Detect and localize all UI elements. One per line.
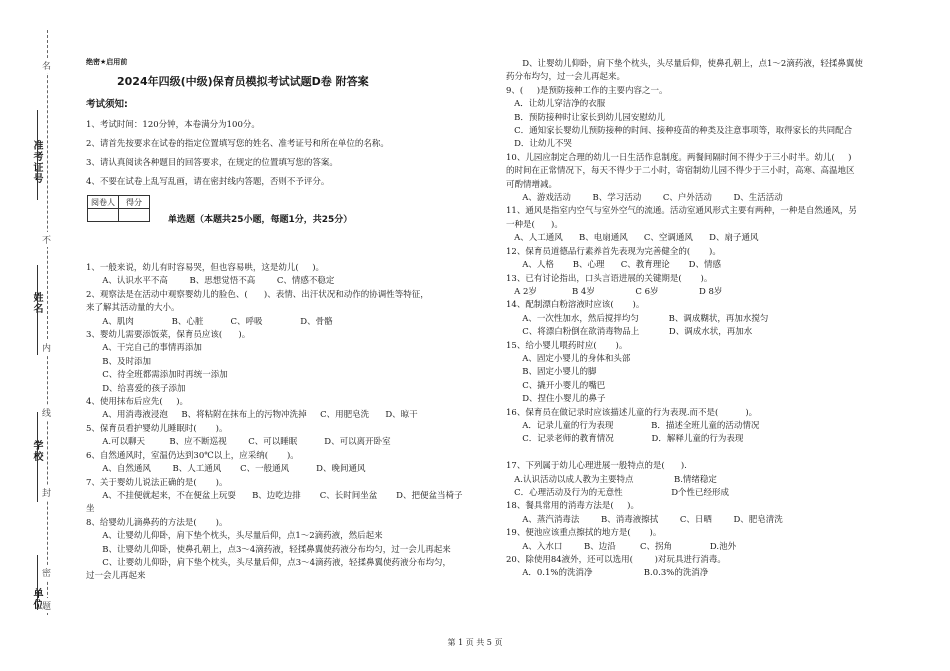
- margin-char: 名: [42, 58, 51, 73]
- question-line: A、自然通风 B、人工通风 C、一般通风 D、晚间通风: [86, 464, 366, 475]
- question-line: [506, 447, 926, 460]
- question-line: 7、关于婴幼儿说法正确的是( )。: [86, 477, 228, 488]
- question-line: B、固定小婴儿的脚: [506, 367, 597, 378]
- question-line: C、待全班都需添加时再统一添加: [86, 370, 228, 381]
- question-line: 4、使用抹布后应先( )。: [86, 397, 189, 408]
- right-question-column: [506, 58, 926, 581]
- question-line: A．让幼儿穿洁净的衣服: [506, 99, 606, 110]
- question-line: A、游戏活动 B、学习活动 C、户外活动 D、生活活动: [506, 193, 783, 204]
- question-line: C、让婴幼儿仰卧，肩下垫个枕头，头尽量后仰，点3～4滴药液，轻揉鼻翼使药液分布均匀，: [86, 557, 452, 568]
- question-line: A．0.1%的洗消净 B.0.3%的洗消净: [506, 568, 709, 579]
- instruction-line: 4、不要在试卷上乱写乱画，请在密封线内答题，否则不予评分。: [86, 177, 330, 187]
- question-line: 可酌情增减。: [506, 179, 558, 190]
- question-line: 3、婴幼儿需要添饭菜，保育员应该( )。: [86, 330, 251, 341]
- seal-line: [47, 30, 48, 615]
- question-line: 15、给小婴儿喂药时应( )。: [506, 340, 628, 351]
- question-line: 一种是( )。: [506, 219, 563, 230]
- question-line: A、一次性加水，然后搅拌均匀 B、调成糊状，再加水搅匀: [506, 313, 769, 324]
- question-line: A、干完自己的事情再添加: [86, 343, 202, 354]
- question-line: 19、便池应该重点擦拭的地方是( )。: [506, 528, 662, 539]
- exam-number-field[interactable]: [37, 110, 38, 200]
- question-line: 1、一般来说，幼儿有时容易哭，但也容易哄，这是幼儿( )。: [86, 263, 325, 273]
- left-question-column: [86, 262, 486, 584]
- score-cell[interactable]: [119, 209, 150, 222]
- question-line: 的时间在正常情况下，每天不得少于二小时，寄宿制幼儿园不得少于三小时，高寒、高温地区: [506, 166, 855, 177]
- question-line: 17、下列属于幼儿心理进展一般特点的是( ).: [506, 461, 687, 472]
- question-line: B．预防接种时让家长到幼儿园安慰幼儿: [506, 112, 665, 123]
- question-line: A、肌肉 B、心脏 C、呼吸 D、骨骼: [86, 316, 333, 327]
- question-line: 过一会儿再起来: [86, 571, 146, 582]
- question-line: 9、( )是预防接种工作的主要内容之一。: [506, 85, 668, 96]
- margin-char: 内: [42, 340, 51, 355]
- margin-char: 线: [42, 405, 51, 420]
- exam-number-label: 准考证号: [31, 140, 42, 184]
- score-table: [87, 195, 150, 222]
- question-line: A、人工通风 B、电扇通风 C、空调通风 D、扇子通风: [506, 233, 759, 244]
- question-line: A、认识水平不高 B、思想觉悟不高 C、情感不稳定: [86, 276, 335, 287]
- instruction-line: 2、请首先按要求在试卷的指定位置填写您的姓名、准考证号和所在单位的名称。: [86, 139, 389, 149]
- unit-label: 单位: [31, 588, 42, 610]
- margin-char: 题: [42, 598, 51, 613]
- question-line: 18、餐具常用的消毒方法是( )。: [506, 501, 639, 512]
- binding-margin: [0, 0, 70, 671]
- notice-heading: 考试须知:: [86, 99, 128, 110]
- question-line: 12、保育员道德品行素养首先表现为完善健全的( )。: [506, 246, 721, 257]
- question-line: 5、保育员看护婴幼儿睡眠时( )。: [86, 423, 228, 434]
- question-line: A.可以聊天 B、应不断巡视 C、可以睡眠 D、可以离开卧室: [86, 437, 391, 448]
- question-line: C、将漂白粉倒在欲消毒物品上 D、调成水状，再加水: [506, 327, 753, 338]
- name-field[interactable]: [37, 265, 38, 355]
- question-line: 10、儿园应制定合理的幼儿一日生活作息制度。两餐间隔时间不得少于三小时半。幼儿( ): [506, 152, 852, 163]
- question-line: 药分布均匀，过一会儿再起来。: [506, 72, 626, 83]
- question-line: A、不挂便就起来，不在便盆上玩耍 B、边吃边排 C、长时间坐盆 D、把便盆当椅子: [86, 490, 463, 501]
- margin-char: 密: [42, 565, 51, 580]
- grader-cell[interactable]: [88, 209, 119, 222]
- score-header: 得分: [119, 196, 150, 209]
- question-line: A、让婴幼儿仰卧，肩下垫个枕头，头尽量后仰，点1～2滴药液，然后起来: [86, 531, 383, 542]
- page-title: 2024年四级(中级)保育员模拟考试试题D卷 附答案: [117, 75, 369, 88]
- question-line: 坐: [86, 504, 95, 515]
- margin-char: 不: [42, 232, 51, 247]
- question-line: C．通知家长婴幼儿预防接种的时间、接种疫苗的种类及注意事项等，取得家长的共同配合: [506, 126, 853, 137]
- instruction-line: 3、请认真阅读各种题目的回答要求，在规定的位置填写您的答案。: [86, 158, 338, 168]
- secret-label: 绝密★启用前: [86, 58, 128, 66]
- question-line: 来了解其活动量的大小。: [86, 303, 180, 314]
- question-line: 14、配制漂白粉溶液时应该( )。: [506, 300, 645, 311]
- grader-header: 阅卷人: [88, 196, 119, 209]
- question-line: 8、给婴幼儿滴鼻药的方法是( )。: [86, 517, 228, 528]
- question-line: 11、通风是指室内空气与室外空气的流通。活动室通风形式主要有两种，一种是自然通风，另: [506, 206, 857, 217]
- name-label: 姓名: [31, 292, 42, 314]
- question-line: A、固定小婴儿的身体和头部: [506, 353, 631, 364]
- question-line: A、人格 B、心理 C、教育理论 D、情感: [506, 260, 721, 271]
- question-line: A．记录儿童的行为表现 B．描述全班儿童的活动情况: [506, 420, 760, 431]
- unit-field[interactable]: [37, 555, 38, 610]
- question-line: 13、已有讨论指出，口头言语进展的关键期是( )。: [506, 273, 713, 284]
- question-line: A、用消毒液浸泡 B、将粘附在抹布上的污物冲洗掉 C、用肥皂洗 D、晾干: [86, 410, 418, 421]
- question-line: D、捏住小婴儿的鼻子: [506, 394, 606, 405]
- question-line: A 2岁 B 4岁 C 6岁 D 8岁: [506, 286, 723, 297]
- question-line: D．让幼儿不哭: [506, 139, 572, 150]
- question-line: A.认识活动以成人教为主要特点 B.情绪稳定: [506, 474, 717, 485]
- question-line: 6、自然通风时，室温仍达到30℃以上，应采纳( )。: [86, 450, 299, 461]
- question-line: C．心理活动及行为的无意性 D个性已经形成: [506, 488, 730, 498]
- question-line: 16、保育员在做记录时应该描述儿童的行为表现.而不是( )。: [506, 407, 758, 418]
- page-number: 第 1 页 共 5 页: [447, 638, 503, 647]
- margin-char: 封: [42, 485, 51, 500]
- section-title: 单选题（本题共25小题，每题1分，共25分）: [168, 215, 353, 225]
- question-line: B、让婴幼儿仰卧，使鼻孔朝上，点3～4滴药液，轻揉鼻翼使药液分布均匀，过一会儿再起来: [86, 544, 451, 555]
- question-line: 20、除使用84液外，还可以选用( )对玩具进行消毒。: [506, 555, 726, 566]
- question-line: B、及时添加: [86, 356, 151, 367]
- school-field[interactable]: [37, 412, 38, 502]
- school-label: 学校: [31, 440, 42, 462]
- question-line: 2、观察法是在活动中观察婴幼儿的脸色、( )、表情、出汗状况和动作的协调性等特征，: [86, 289, 429, 300]
- question-line: A、蒸汽消毒法 B、消毒液擦拭 C、日晒 D、肥皂清洗: [506, 514, 783, 525]
- question-line: C．记录老师的教育情况 D．解释儿童的行为表现: [506, 434, 744, 445]
- question-line: D、给喜爱的孩子添加: [86, 383, 186, 394]
- question-line: A、入水口 B、边沿 C、拐角 D.池外: [506, 541, 737, 552]
- instruction-line: 1、考试时间：120分钟，本卷满分为100分。: [86, 120, 260, 130]
- question-line: C、撬开小婴儿的嘴巴: [506, 380, 606, 391]
- question-line: D、让婴幼儿仰卧，肩下垫个枕头，头尽量后仰，使鼻孔朝上，点1～2滴药液，轻揉鼻翼使: [506, 59, 863, 69]
